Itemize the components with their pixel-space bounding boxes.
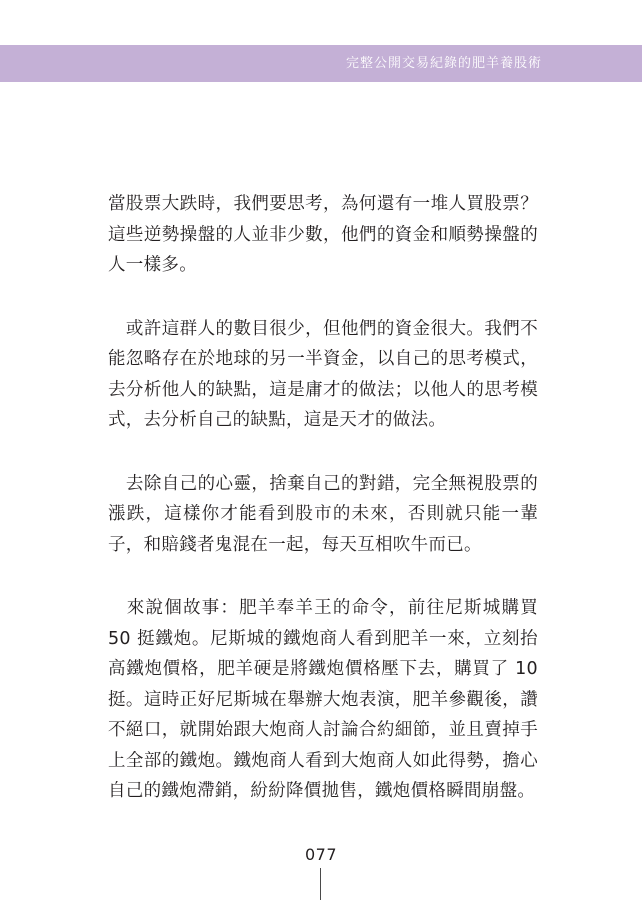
page-number-tick (320, 868, 321, 900)
body-text (108, 189, 544, 840)
paragraph: 當股票大跌時，我們要思考，為何還有一堆人買股票？這些逆勢操盤的人並非少數，他們的資金和順勢操盤的人一樣多。 (108, 194, 538, 275)
paragraph: 去除自己的心靈，捨棄自己的對錯，完全無視股票的漲跌，這樣你才能看到股市的未來，否則就只能一輩子，和賠錢者鬼混在一起，每天互相吹牛而已。 (108, 473, 538, 555)
running-header-title: 完整公開交易紀錄的肥羊養股術 (345, 56, 542, 71)
paragraph: 或許這群人的數目很少，但他們的資金很大。我們不能忽略存在於地球的另一半資金，以自己的思考模式，去分析他人的缺點，這是庸才的做法；以他人的思考模式，去分析自己的缺點，這是天才的做法。 (108, 318, 538, 430)
header-band (0, 45, 642, 82)
page-number: 077 (304, 845, 338, 864)
paragraph: 來說個故事：肥羊奉羊王的命令，前往尼斯城購買 50 挺鐵炮。尼斯城的鐵炮商人看到肥羊一來，立刻抬高鐵炮價格，肥羊硬是將鐵炮價格壓下去，購買了 10 挺。這時正好尼斯城在舉辦大炮表演，肥羊參觀後，讚不絕口，就開始跟大炮商人討論合約細節，並且賣掉手上全部的鐵炮。鐵炮商人看到大炮商人如此得勢，擔心自己的鐵炮滯銷，紛紛降價拋售，鐵炮價格瞬間崩盤。 (108, 598, 544, 801)
